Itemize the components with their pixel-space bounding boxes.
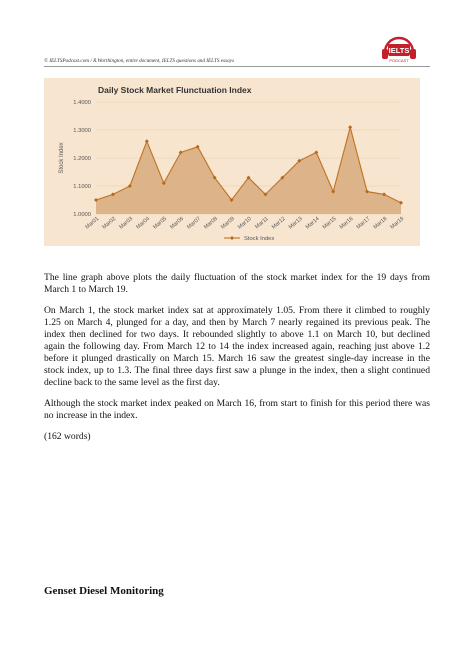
- logo-subtext: PODCAST: [389, 58, 409, 63]
- x-tick-label: Mar16: [338, 215, 355, 231]
- x-tick-label: Mar10: [236, 215, 253, 231]
- paragraph-detail: On March 1, the stock market index sat at approximately 1.05. From there it climbed to roughly 1.25 on March 4, plunged for a day, and then by March 7 nearly regained its previous peak. The index then declined for two days. It rebounded slightly to above 1.1 on March 10, but declined again the following day. From March 12 to 14 the index increased again, reaching just above 1.2 before it plunged drastically on March 15. March 16 saw the greatest single-day increase in the stock index, up to 1.3. The final three days first saw a plunge in the index, then a slight continued decline back to the same level as the first day.: [44, 305, 430, 388]
- chart-legend: [224, 236, 274, 242]
- chart-title: Daily Stock Market Flunctuation Index: [98, 85, 252, 95]
- y-tick-labels: [73, 100, 91, 218]
- x-tick-label: Mar19: [389, 215, 406, 231]
- x-tick-label: Mar05: [152, 215, 169, 231]
- x-tick-label: Mar06: [169, 215, 186, 231]
- y-tick-label: 1.1000: [73, 184, 91, 190]
- y-axis-label: Stock Index: [59, 142, 65, 174]
- x-tick-label: Mar04: [135, 215, 152, 231]
- legend-marker: [230, 236, 234, 240]
- legend-label: Stock Index: [244, 236, 275, 242]
- paragraph-conclusion: Although the stock market index peaked on March 16, from start to finish for this period there was no increase in the index.: [44, 398, 430, 421]
- y-tick-label: 1.2000: [73, 156, 91, 162]
- essay-body: [44, 272, 430, 452]
- y-tick-label: 1.3000: [73, 128, 91, 134]
- x-tick-label: Mar03: [118, 215, 135, 231]
- x-tick-label: Mar11: [254, 215, 270, 231]
- x-tick-label: Mar07: [186, 215, 202, 231]
- logo-text: IELTS: [388, 46, 410, 55]
- x-tick-label: Mar15: [321, 215, 338, 231]
- y-tick-label: 1.0000: [73, 212, 91, 218]
- header-divider: [44, 66, 430, 67]
- series-area: [94, 125, 403, 214]
- x-tick-label: Mar08: [203, 215, 219, 231]
- x-tick-label: Mar14: [304, 215, 321, 231]
- data-point: [348, 125, 352, 129]
- stock-index-chart: [44, 78, 420, 246]
- source-note: © IELTSPodcast.com / R.Worthington, entire document, IELTS questions and IELTS essays: [44, 58, 234, 64]
- data-point: [145, 139, 149, 143]
- x-tick-label: Mar13: [287, 215, 304, 231]
- chart-svg: [44, 78, 420, 246]
- footer-title: Genset Diesel Monitoring: [44, 585, 164, 597]
- ielts-podcast-logo: [379, 32, 419, 68]
- x-tick-label: Mar09: [220, 215, 236, 231]
- y-tick-label: 1.4000: [73, 100, 91, 106]
- word-count: (162 words): [44, 431, 91, 442]
- x-tick-label: Mar01: [84, 215, 101, 231]
- paragraph-intro: The line graph above plots the daily fluctuation of the stock market index for the 19 days from March 1 to March 19.: [44, 272, 430, 295]
- x-tick-label: Mar18: [372, 215, 389, 231]
- x-tick-label: Mar12: [270, 215, 287, 231]
- x-tick-label: Mar17: [355, 215, 372, 231]
- area-fill: [96, 127, 401, 214]
- x-tick-label: Mar02: [101, 215, 118, 231]
- x-tick-labels: [84, 216, 405, 231]
